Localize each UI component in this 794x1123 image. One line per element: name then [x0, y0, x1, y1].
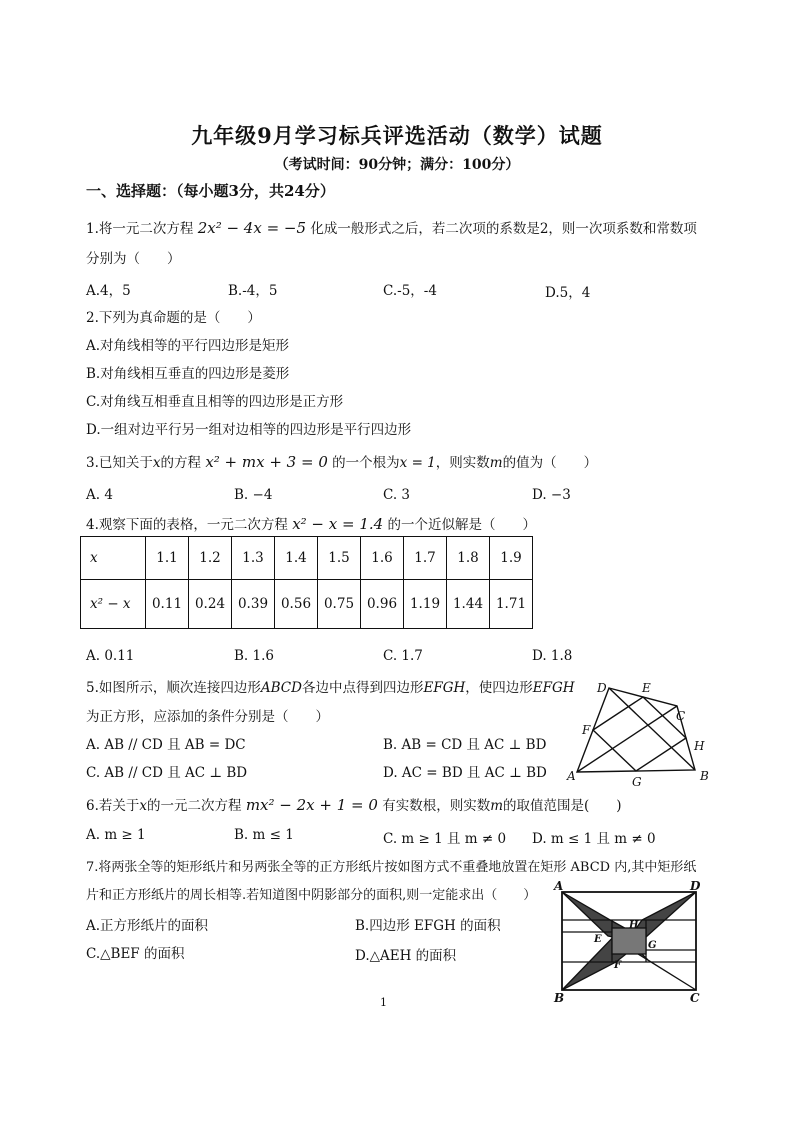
table-cell: 1.2 — [189, 537, 232, 580]
question-5-text: 5.如图所示，顺次连接四边形 — [86, 680, 261, 696]
question-6-text-4: 的取值范围是( ) — [503, 798, 622, 814]
table-row — [81, 580, 533, 629]
label-c: C — [676, 709, 686, 723]
question-1-line2: 分别为（ ） — [86, 251, 181, 267]
table-header-cell: x² − x — [81, 580, 146, 629]
question-1-text-2: 化成一般形式之后，若二次项的系数是2，则一次项系数和常数项 — [310, 221, 697, 237]
question-4-text-2: 的一个近似解是（ ） — [387, 517, 536, 533]
question-6-text-2: 的一元二次方程 — [147, 798, 242, 814]
table-cell: 0.96 — [361, 580, 404, 629]
page-title: 九年级9月学习标兵评选活动（数学）试题 — [191, 123, 603, 148]
label-b: B — [700, 769, 709, 783]
question-3-var: x — [152, 455, 161, 471]
question-5-text-2: 各边中点得到四边形 — [301, 680, 424, 696]
label-h: H — [629, 920, 639, 931]
label-g: G — [648, 940, 657, 951]
q1-option-c: C.-5，-4 — [383, 283, 437, 299]
label-c: C — [690, 991, 700, 1005]
value-table — [80, 536, 533, 629]
q4-option-b: B. 1.6 — [234, 648, 274, 664]
label-a: A — [567, 769, 576, 783]
question-6-var: x — [139, 798, 148, 814]
question-1-equation: 2x² − 4x = −5 — [197, 219, 307, 237]
label-d: D — [690, 880, 701, 893]
question-4 — [86, 513, 536, 533]
table-cell: 1.19 — [404, 580, 447, 629]
label-b: B — [554, 991, 565, 1005]
question-1-text: 1.将一元二次方程 — [86, 221, 194, 237]
q5-option-b: B. AB = CD 且 AC ⊥ BD — [383, 737, 547, 753]
question-7: 7.将两张全等的矩形纸片和另两张全等的正方形纸片按如图方式不重叠地放置在矩形 ABCD 内,其中矩形纸 — [86, 860, 697, 875]
question-4-text: 4.观察下面的表格，一元二次方程 — [86, 517, 288, 533]
q3-option-d: D. −3 — [532, 487, 571, 503]
q1-option-b: B.-4，5 — [228, 283, 278, 299]
q1-option-d: D.5，4 — [545, 285, 591, 301]
table-cell: 1.9 — [490, 537, 533, 580]
label-e: E — [642, 681, 651, 695]
question-5-line2: 为正方形，应添加的条件分别是（ ） — [86, 709, 329, 725]
page-number: 1 — [380, 996, 387, 1009]
table-cell: 0.56 — [275, 580, 318, 629]
q5-option-d: D. AC = BD 且 AC ⊥ BD — [383, 765, 547, 781]
q2-option-d: D.一组对边平行另一组对边相等的四边形是平行四边形 — [86, 422, 412, 438]
section-heading: 一、选择题：（每小题3分，共24分） — [86, 182, 335, 200]
q5-option-a: A. AB // CD 且 AB = DC — [86, 737, 246, 753]
q3-option-b: B. −4 — [234, 487, 273, 503]
question-5-quad1: ABCD — [260, 680, 302, 696]
q6-option-d: D. m ≤ 1 且 m ≠ 0 — [532, 831, 656, 847]
question-6-text: 6.若关于 — [86, 798, 140, 814]
exam-info: （考试时间：90分钟；满分：100分） — [274, 157, 520, 173]
q2-option-b: B.对角线相互垂直的四边形是菱形 — [86, 366, 290, 382]
question-3-equation: x² + mx + 3 = 0 — [205, 453, 328, 471]
q7-option-a: A.正方形纸片的面积 — [86, 918, 209, 934]
q3-option-c: C. 3 — [383, 487, 411, 503]
question-3-root: x = 1 — [399, 455, 436, 471]
table-cell: 1.4 — [275, 537, 318, 580]
table-header-cell: x — [81, 537, 146, 580]
table-cell: 1.3 — [232, 537, 275, 580]
question-3-text-3: 的一个根为 — [332, 455, 400, 471]
q6-option-c: C. m ≥ 1 且 m ≠ 0 — [383, 831, 507, 847]
q7-option-b: B.四边形 EFGH 的面积 — [355, 918, 501, 934]
label-f: F — [582, 723, 591, 737]
question-1 — [86, 217, 697, 237]
question-2: 2.下列为真命题的是（ ） — [86, 310, 261, 326]
table-cell: 1.6 — [361, 537, 404, 580]
question-6-var2: m — [490, 798, 504, 814]
table-cell: 0.39 — [232, 580, 275, 629]
question-5 — [86, 676, 575, 696]
q6-option-a: A. m ≥ 1 — [86, 827, 146, 843]
table-cell: 1.44 — [447, 580, 490, 629]
q7-option-d: D.△AEH 的面积 — [355, 948, 457, 964]
question-7-line2: 片和正方形纸片的周长相等.若知道图中阴影部分的面积,则一定能求出（ ） — [86, 888, 537, 903]
table-cell: 1.1 — [146, 537, 189, 580]
table-cell: 1.8 — [447, 537, 490, 580]
quadrilateral-figure — [560, 676, 720, 791]
quadrilateral-efgh — [593, 697, 686, 771]
question-3-text-4: ，则实数 — [435, 455, 490, 471]
question-3-var2: m — [489, 455, 503, 471]
q4-option-a: A. 0.11 — [86, 648, 135, 664]
question-5-quad2: EFGH — [423, 680, 466, 696]
table-cell: 1.7 — [404, 537, 447, 580]
q2-option-a: A.对角线相等的平行四边形是矩形 — [86, 338, 290, 354]
question-5-text-3: ，使四边形 — [465, 680, 533, 696]
label-e: E — [594, 934, 602, 945]
table-cell: 0.75 — [318, 580, 361, 629]
q4-option-d: D. 1.8 — [532, 648, 573, 664]
label-d: D — [597, 681, 607, 695]
table-cell: 0.24 — [189, 580, 232, 629]
q6-option-b: B. m ≤ 1 — [234, 827, 294, 843]
q5-option-c: C. AB // CD 且 AC ⊥ BD — [86, 765, 248, 781]
q7-option-c: C.△BEF 的面积 — [86, 946, 185, 962]
question-3 — [86, 451, 597, 471]
question-5-quad3: EFGH — [532, 680, 575, 696]
label-g: G — [632, 775, 642, 789]
question-6-equation: mx² − 2x + 1 = 0 — [245, 796, 378, 814]
table-cell: 0.11 — [146, 580, 189, 629]
square-efgh — [612, 928, 646, 954]
label-h: H — [694, 739, 705, 753]
question-3-text-2: 的方程 — [160, 455, 202, 471]
q2-option-c: C.对角线互相垂直且相等的四边形是正方形 — [86, 394, 344, 410]
table-row — [81, 537, 533, 580]
q1-option-a: A.4，5 — [86, 283, 131, 299]
label-f: F — [614, 960, 622, 971]
table-cell: 1.5 — [318, 537, 361, 580]
question-3-text: 3.已知关于 — [86, 455, 153, 471]
question-3-text-5: 的值为（ ） — [502, 455, 598, 471]
rectangle-figure — [550, 880, 710, 1008]
question-6 — [86, 794, 622, 814]
q4-option-c: C. 1.7 — [383, 648, 423, 664]
question-4-equation: x² − x = 1.4 — [292, 515, 384, 533]
table-cell: 1.71 — [490, 580, 533, 629]
q3-option-a: A. 4 — [86, 487, 113, 503]
label-a: A — [554, 880, 564, 893]
question-6-text-3: 有实数根，则实数 — [382, 798, 491, 814]
